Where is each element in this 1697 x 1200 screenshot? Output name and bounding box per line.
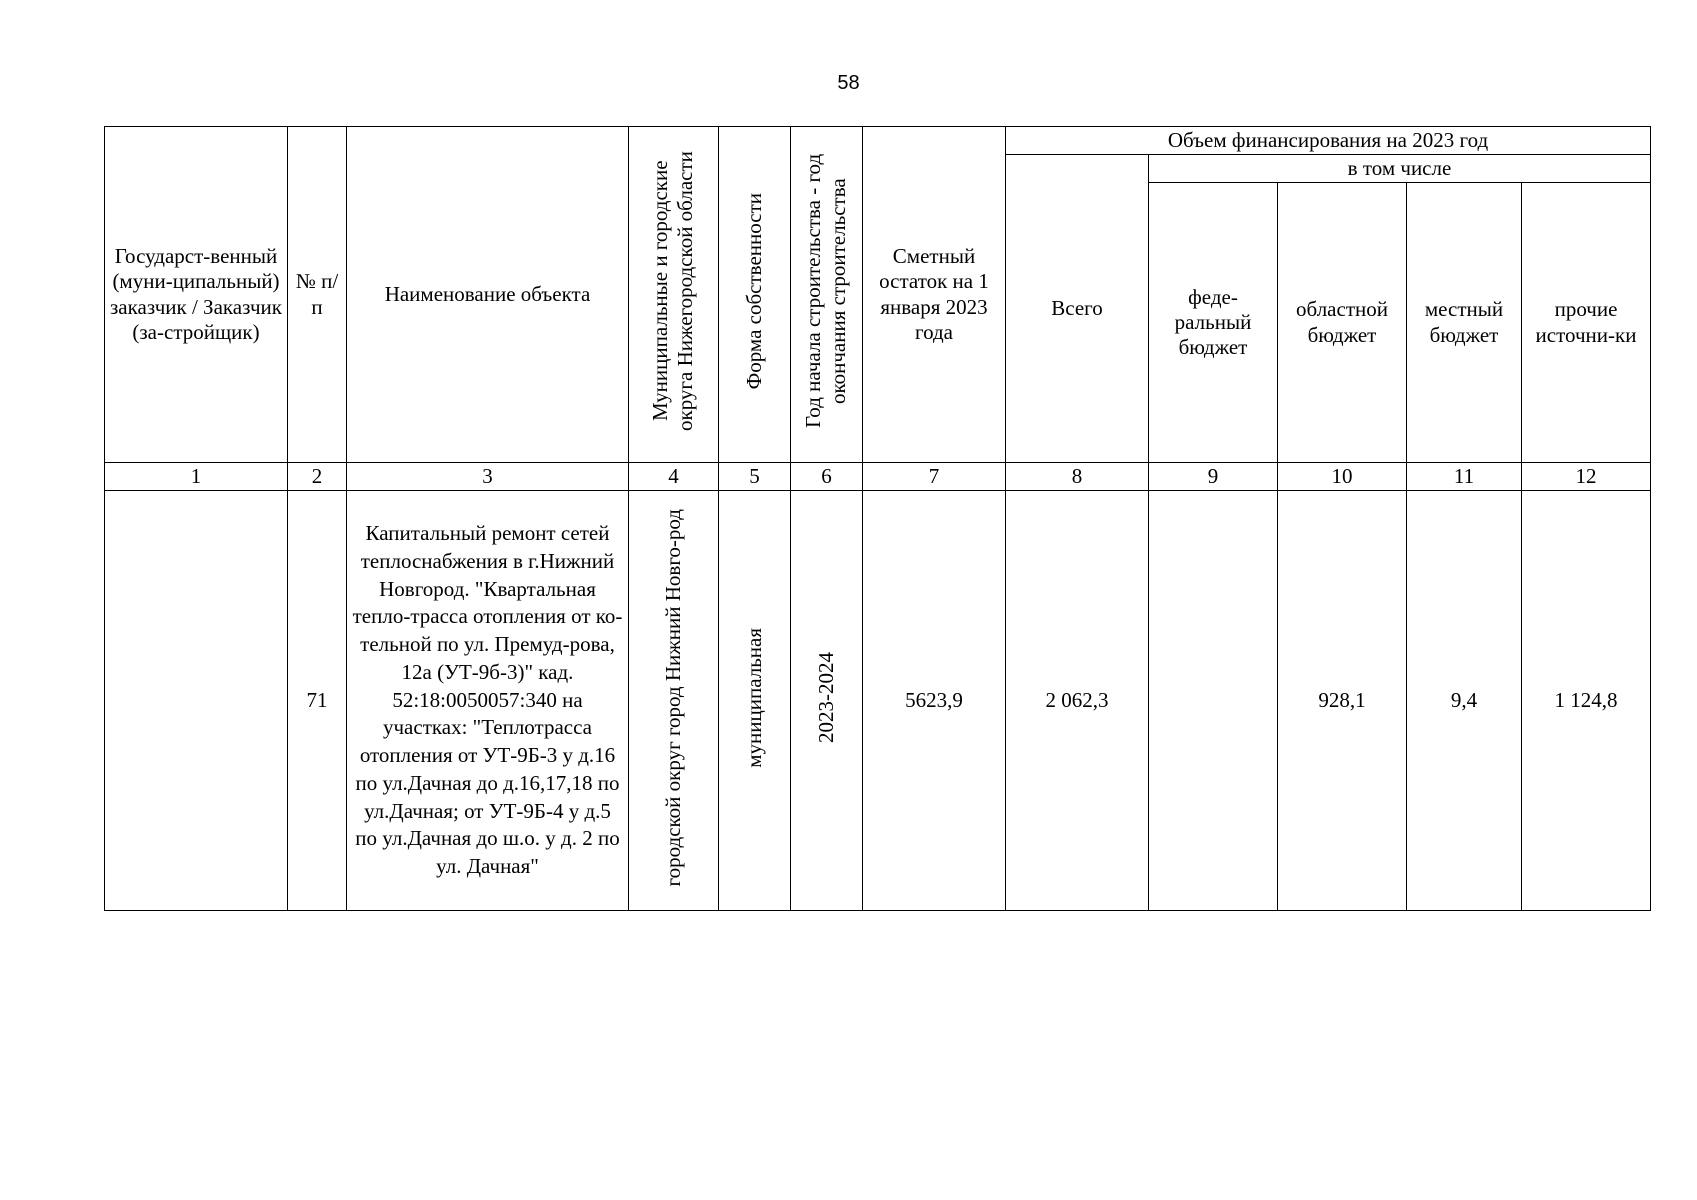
header-federal: феде-ральный бюджет <box>1149 183 1278 463</box>
header-financing-group: Объем финансирования на 2023 год <box>1006 127 1651 155</box>
cell-estimate-balance: 5623,9 <box>863 491 1006 911</box>
column-number: 10 <box>1278 463 1407 491</box>
header-years-cell <box>791 127 863 463</box>
column-number: 12 <box>1522 463 1651 491</box>
cell-customer <box>105 491 288 911</box>
financing-table <box>104 126 1651 911</box>
column-number: 7 <box>863 463 1006 491</box>
column-number: 6 <box>791 463 863 491</box>
header-estimate-balance: Сметный остаток на 1 января 2023 года <box>863 127 1006 463</box>
column-number: 8 <box>1006 463 1149 491</box>
cell-regional: 928,1 <box>1278 491 1407 911</box>
header-years: Год начала строительства - год окончания строительства <box>801 154 851 429</box>
header-total: Всего <box>1006 155 1149 463</box>
cell-years: 2023-2024 <box>813 651 838 743</box>
cell-total: 2 062,3 <box>1006 491 1149 911</box>
header-local: местный бюджет <box>1407 183 1522 463</box>
header-district-cell <box>629 127 719 463</box>
header-customer: Государст-венный (муни-ципальный) заказчик / Заказчик (за-стройщик) <box>105 127 288 463</box>
column-number: 9 <box>1149 463 1278 491</box>
column-number: 1 <box>105 463 288 491</box>
cell-ownership: муниципальная <box>741 627 766 768</box>
cell-object-name: Капитальный ремонт сетей теплоснабжения в г.Нижний Новгород. "Квартальная тепло-трасса отопления от ко-тельной по ул. Премуд-рова, 12а (УТ-9б-3)" кад. 52:18:0050057:340 на участках: "Теплотрасса отопления от УТ-9Б-3 у д.16 по ул.Дачная до д.16,17,18 по ул.Дачная; от УТ-9Б-4 у д.5 по ул.Дачная до ш.о. у д. 2 по ул. Дачная" <box>347 491 629 911</box>
cell-years-wrap <box>791 491 863 911</box>
header-including: в том числе <box>1149 155 1651 183</box>
cell-ownership-wrap <box>719 491 791 911</box>
column-number: 11 <box>1407 463 1522 491</box>
column-number: 2 <box>288 463 347 491</box>
column-number-row <box>105 463 1651 491</box>
header-regional: областной бюджет <box>1278 183 1407 463</box>
table-row <box>105 491 1651 911</box>
header-ownership-cell <box>719 127 791 463</box>
cell-district: городской округ город Нижний Новго-род <box>660 508 685 887</box>
cell-number: 71 <box>288 491 347 911</box>
header-district: Муниципальные и городские округа Нижегородской области <box>648 151 698 432</box>
header-ownership: Форма собственности <box>741 193 766 390</box>
cell-district-wrap <box>629 491 719 911</box>
column-number: 3 <box>347 463 629 491</box>
column-number: 5 <box>719 463 791 491</box>
cell-other: 1 124,8 <box>1522 491 1651 911</box>
cell-federal <box>1149 491 1278 911</box>
header-object-name: Наименование объекта <box>347 127 629 463</box>
header-row-top <box>105 127 1651 155</box>
header-other: прочие источни-ки <box>1522 183 1651 463</box>
column-number: 4 <box>629 463 719 491</box>
page-number: 58 <box>837 72 860 94</box>
cell-local: 9,4 <box>1407 491 1522 911</box>
header-number: № п/п <box>288 127 347 463</box>
